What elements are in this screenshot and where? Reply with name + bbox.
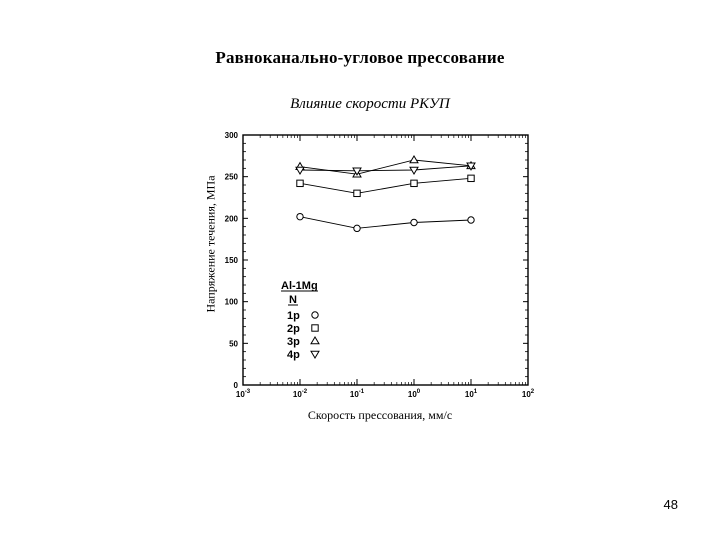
data-point-1p (468, 217, 474, 223)
x-tick-label: $10^{-1}$ (349, 389, 365, 399)
x-axis-label: Скорость прессования, мм/с (307, 408, 453, 422)
y-tick-label: 300 (224, 131, 238, 140)
legend-marker-1p (312, 312, 318, 318)
data-point-3p (410, 156, 418, 163)
series-line-4p (300, 166, 471, 171)
x-tick-label: $10^2$ (521, 389, 535, 399)
legend-label-4p: 4p (287, 349, 300, 361)
legend-label-1p: 1p (287, 310, 300, 322)
chart-title: Влияние скорости РКУП (290, 96, 450, 112)
data-point-2p (297, 180, 303, 186)
data-point-4p (296, 167, 304, 174)
legend-label-3p: 3p (287, 336, 300, 348)
slide-title: Равноканально-угловое прессование (215, 48, 505, 67)
data-point-1p (411, 219, 417, 225)
legend-subtitle: N (289, 294, 297, 306)
legend-marker-4p (311, 351, 319, 358)
data-point-1p (354, 225, 360, 231)
y-tick-label: 150 (224, 256, 238, 265)
x-tick-label: $10^1$ (464, 389, 478, 399)
plot-frame (243, 135, 528, 385)
x-tick-label: $10^{-3}$ (235, 389, 251, 399)
y-tick-label: 100 (224, 297, 238, 307)
data-point-2p (411, 180, 417, 186)
y-tick-label: 50 (229, 339, 238, 349)
legend-marker-3p (311, 337, 319, 344)
legend-marker-2p (312, 325, 318, 331)
legend-label-2p: 2p (287, 323, 300, 335)
data-point-1p (297, 213, 303, 219)
data-point-2p (354, 190, 360, 196)
y-tick-label: 250 (224, 172, 238, 182)
legend-title: Al-1Mg (281, 280, 318, 292)
x-tick-label: $10^{-2}$ (292, 389, 308, 399)
series-line-3p (300, 160, 471, 174)
data-point-2p (468, 175, 474, 181)
y-axis-label: Напряжение течения, МПа (203, 175, 218, 313)
data-point-4p (410, 167, 418, 174)
y-tick-label: 0 (233, 381, 238, 390)
page-number: 48 (663, 497, 678, 512)
series-line-2p (300, 178, 471, 193)
y-tick-label: 200 (224, 214, 238, 224)
series-line-1p (300, 217, 471, 229)
x-tick-label: $10^0$ (407, 389, 421, 399)
